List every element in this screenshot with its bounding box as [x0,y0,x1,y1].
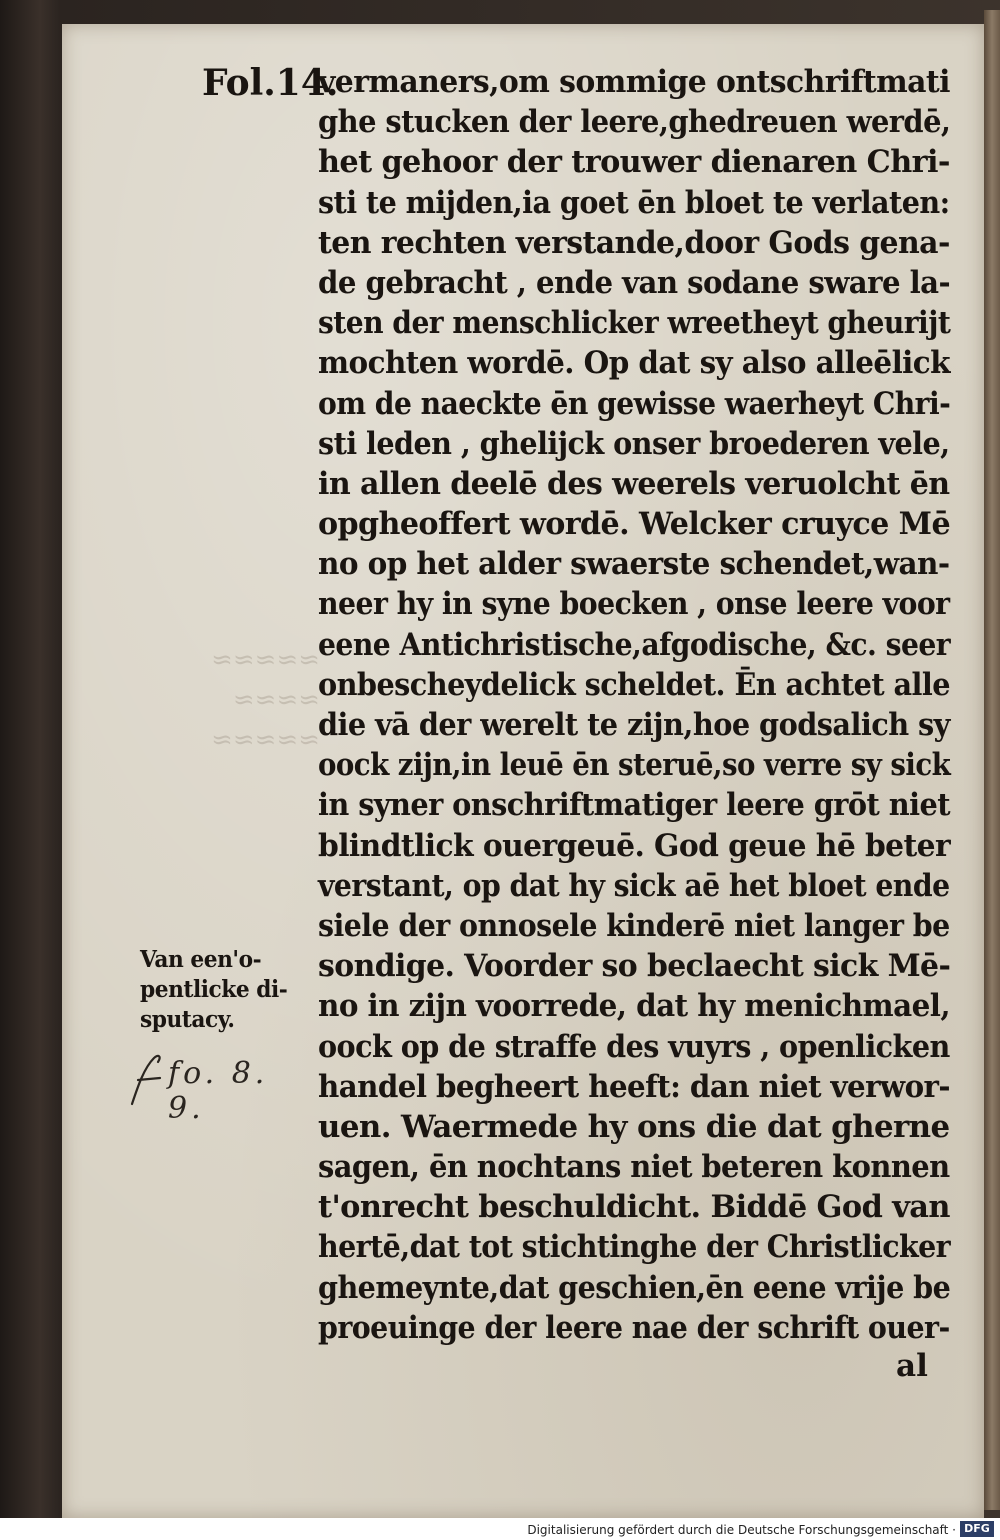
text-line: ten rechten verstande,door Gods gena- [318,224,950,261]
text-line: t'onrecht beschuldicht. Biddē God van [318,1189,950,1226]
text-line: het gehoor der trouwer dienaren Chri- [318,144,950,181]
text-line: siele der onnosele kinderē niet langer be [318,907,950,944]
text-line: sten der menschlicker wreetheyt gheurijt [318,305,951,342]
text-line: proeuinge der leere nae der schrift ouer- [318,1309,950,1346]
show-through-bleed: ≈≈≈≈≈ ≈≈≈≈ ≈≈≈≈≈ [211,645,320,755]
text-line: no op het alder swaerste schendet,wan- [318,546,950,583]
text-line: oock op de straffe des vuyrs , openlicken [318,1028,950,1065]
dfg-logo: DFG [960,1521,994,1537]
text-line: neer hy in syne boecken , onse leere voor [318,586,950,623]
text-line: sti leden , ghelijck onser broederen vele, [318,425,950,462]
text-line: hertē,dat tot stichtinghe der Christlicker [318,1229,951,1266]
text-line: handel begheert heeft: dan niet verwor- [318,1068,950,1105]
marginal-note [140,945,320,1035]
text-line: in syner onschriftmatiger leere grōt niet [318,787,950,824]
text-line: onbescheydelick scheldet. Ēn achtet alle [318,666,950,703]
text-line: verstant, op dat hy sick aē het bloet ende [318,867,950,904]
folio-number: Fol.14. [202,62,339,104]
text-line: blindtlick ouergeuē. God geue hē beter [318,827,951,864]
handwritten-annotation [124,1046,294,1126]
text-line: vermaners,om sommige ontschriftmati [318,64,950,100]
handwritten-annotation-text: fo. 8. 9. [168,1056,269,1126]
text-line: in allen deelē des weerels veruolcht ēn [318,465,950,502]
text-line: sti te mijden,ia goet ēn bloet te verlaten: [318,184,950,221]
page-edge [984,10,1000,1510]
text-line: sondige. Voorder so beclaecht sick Mē- [318,948,951,985]
text-line: mochten wordē. Op dat sy also alleēlick [318,345,950,382]
text-line: sagen, ēn nochtans niet beteren konnen [318,1149,950,1186]
main-text-block [318,62,950,1348]
footer-credit: Digitalisierung gefördert durch die Deutsche Forschungsgemeinschaft · [527,1523,956,1537]
text-line: de gebracht , ende van sodane sware la- [318,264,951,301]
marginal-note-line: Van een'o- [140,946,262,973]
text-line: uen. Waermede hy ons die dat gherne [318,1108,950,1145]
catchword: al [896,1348,928,1384]
text-line: eene Antichristische,afgodische, &c. seer [318,626,951,663]
text-line: opgheoffert wordē. Welcker cruyce Mē [318,506,951,543]
text-line: oock zijn,in leuē ēn steruē,so verre sy sick [318,747,951,784]
text-line: ghe stucken der leere,ghedreuen werdē, [318,104,951,141]
footer-bar [0,1518,1000,1540]
text-line: no in zijn voorrede, dat hy menichmael, [318,988,951,1025]
marginal-note-line: pentlicke di- [140,976,288,1003]
text-line: ghemeynte,dat geschien,ēn eene vrije be [318,1269,951,1306]
text-line: die vā der werelt te zijn,hoe godsalich sy [318,707,950,743]
marginal-note-line: sputacy. [140,1006,235,1033]
text-line: om de naeckte ēn gewisse waerheyt Chri- [318,385,951,422]
